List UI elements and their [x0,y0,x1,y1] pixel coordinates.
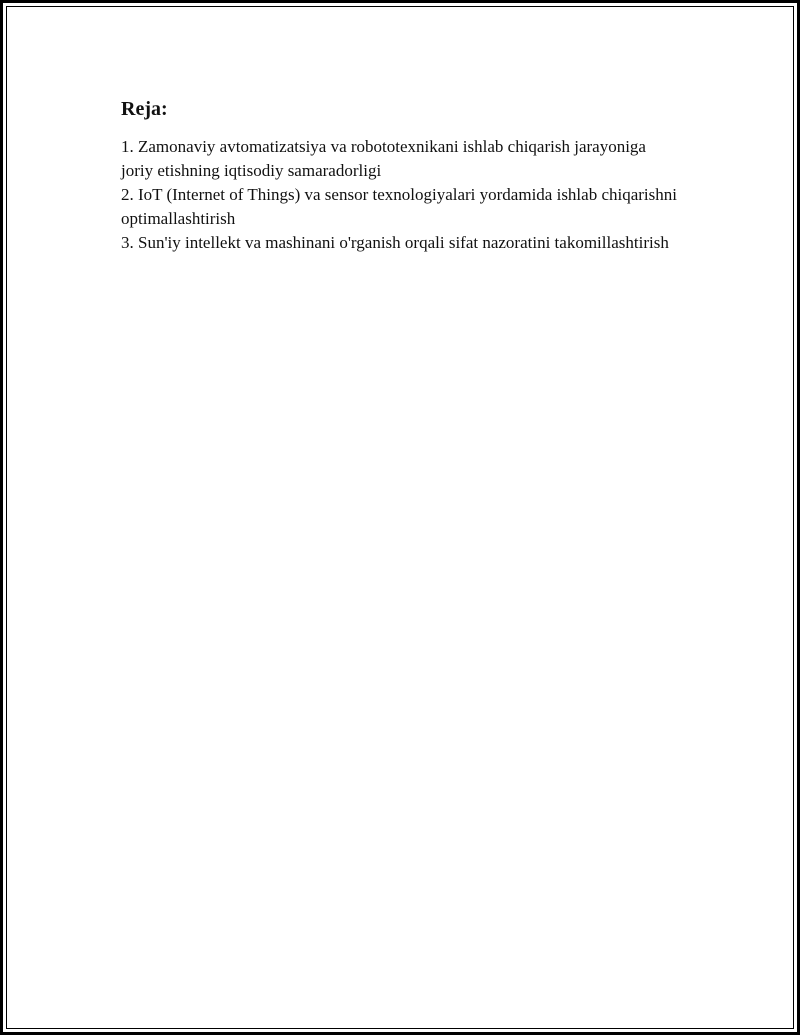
page-content [121,97,681,255]
plan-item: 1. Zamonaviy avtomatizatsiya va robototexnikani ishlab chiqarish jarayoniga joriy etishning iqtisodiy samaradorligi [121,137,646,180]
plan-list [121,135,681,255]
plan-heading: Reja: [121,98,168,120]
plan-item: 3. Sun'iy intellekt va mashinani o'rganish orqali sifat nazoratini takomillashtirish [121,233,669,252]
plan-item: 2. IoT (Internet of Things) va sensor texnologiyalari yordamida ishlab chiqarishni optimallashtirish [121,185,677,228]
